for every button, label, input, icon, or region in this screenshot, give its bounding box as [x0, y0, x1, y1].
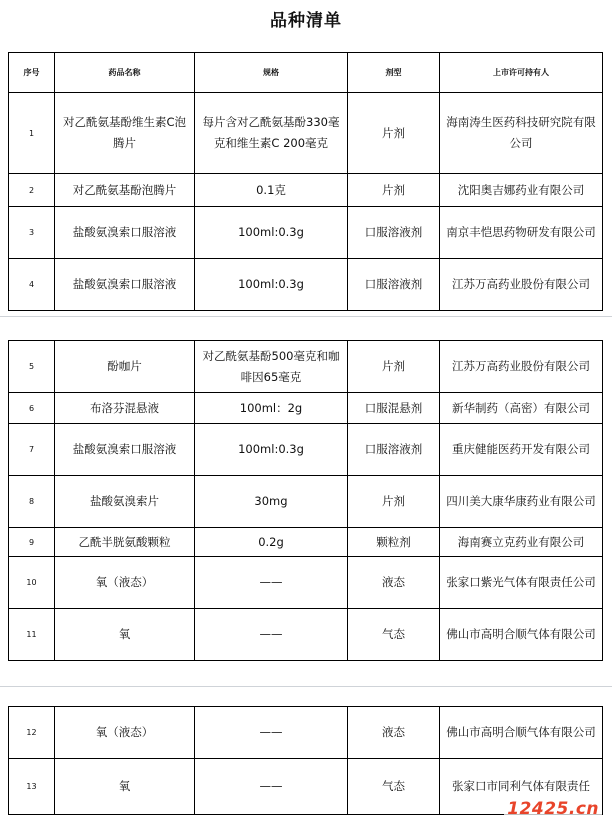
cell-drug-name: 盐酸氨溴索口服溶液 — [55, 207, 195, 259]
cell-spec: 100ml：2g — [195, 393, 348, 424]
cell-drug-name: 乙酰半胱氨酸颗粒 — [55, 528, 195, 557]
table-row — [9, 93, 603, 174]
cell-holder: 重庆健能医药开发有限公司 — [440, 424, 603, 476]
cell-holder: 海南赛立克药业有限公司 — [440, 528, 603, 557]
cell-drug-name: 盐酸氨溴索口服溶液 — [55, 259, 195, 311]
cell-spec: 对乙酰氨基酚500毫克和咖啡因65毫克 — [195, 341, 348, 393]
cell-drug-name: 氧 — [55, 759, 195, 815]
cell-seq: 1 — [9, 93, 55, 174]
cell-spec: 100ml:0.3g — [195, 207, 348, 259]
cell-dosage-form: 片剂 — [348, 341, 440, 393]
cell-spec: —— — [195, 557, 348, 609]
cell-seq: 8 — [9, 476, 55, 528]
cell-holder: 四川美大康华康药业有限公司 — [440, 476, 603, 528]
cell-drug-name: 酚咖片 — [55, 341, 195, 393]
cell-holder: 江苏万高药业股份有限公司 — [440, 259, 603, 311]
cell-seq: 4 — [9, 259, 55, 311]
cell-holder: 张家口紫光气体有限责任公司 — [440, 557, 603, 609]
cell-seq: 11 — [9, 609, 55, 661]
header-dosage-form: 剂型 — [348, 53, 440, 93]
table-row — [9, 259, 603, 311]
cell-spec: —— — [195, 707, 348, 759]
cell-drug-name: 氧（液态） — [55, 557, 195, 609]
page-break-divider — [0, 316, 612, 317]
cell-dosage-form: 片剂 — [348, 174, 440, 207]
cell-spec: 0.2g — [195, 528, 348, 557]
cell-holder: 张家口市同利气体有限责任 — [440, 759, 603, 815]
cell-drug-name: 对乙酰氨基酚维生素C泡腾片 — [55, 93, 195, 174]
cell-seq: 12 — [9, 707, 55, 759]
page-break-divider — [0, 686, 612, 687]
cell-drug-name: 盐酸氨溴索口服溶液 — [55, 424, 195, 476]
table-row — [9, 393, 603, 424]
table-header-row — [9, 53, 603, 93]
cell-seq: 7 — [9, 424, 55, 476]
cell-spec: —— — [195, 609, 348, 661]
cell-dosage-form: 口服溶液剂 — [348, 424, 440, 476]
cell-drug-name: 盐酸氨溴索片 — [55, 476, 195, 528]
cell-spec: 100ml:0.3g — [195, 259, 348, 311]
cell-seq: 9 — [9, 528, 55, 557]
cell-dosage-form: 气态 — [348, 609, 440, 661]
cell-drug-name: 氧 — [55, 609, 195, 661]
cell-dosage-form: 片剂 — [348, 93, 440, 174]
header-holder: 上市许可持有人 — [440, 53, 603, 93]
cell-holder: 海南涛生医药科技研究院有限公司 — [440, 93, 603, 174]
cell-dosage-form: 气态 — [348, 759, 440, 815]
cell-seq: 3 — [9, 207, 55, 259]
header-spec: 规格 — [195, 53, 348, 93]
table-row — [9, 174, 603, 207]
cell-dosage-form: 片剂 — [348, 476, 440, 528]
cell-holder: 佛山市高明合顺气体有限公司 — [440, 609, 603, 661]
table-row — [9, 341, 603, 393]
cell-seq: 6 — [9, 393, 55, 424]
cell-spec: 每片含对乙酰氨基酚330毫克和维生素C 200毫克 — [195, 93, 348, 174]
header-drug-name: 药品名称 — [55, 53, 195, 93]
cell-drug-name: 对乙酰氨基酚泡腾片 — [55, 174, 195, 207]
table-row — [9, 207, 603, 259]
cell-dosage-form: 口服溶液剂 — [348, 207, 440, 259]
header-seq: 序号 — [9, 53, 55, 93]
cell-spec: 100ml:0.3g — [195, 424, 348, 476]
cell-spec: 30mg — [195, 476, 348, 528]
cell-drug-name: 氧（液态） — [55, 707, 195, 759]
cell-holder: 沈阳奥吉娜药业有限公司 — [440, 174, 603, 207]
table-row — [9, 707, 603, 759]
page-title: 品种清单 — [270, 11, 342, 31]
cell-holder: 南京丰恺思药物研发有限公司 — [440, 207, 603, 259]
site-watermark: 12425.cn — [504, 799, 602, 819]
cell-dosage-form: 颗粒剂 — [348, 528, 440, 557]
cell-drug-name: 布洛芬混悬液 — [55, 393, 195, 424]
cell-holder: 江苏万高药业股份有限公司 — [440, 341, 603, 393]
cell-seq: 2 — [9, 174, 55, 207]
cell-dosage-form: 口服混悬剂 — [348, 393, 440, 424]
cell-dosage-form: 液态 — [348, 707, 440, 759]
cell-seq: 13 — [9, 759, 55, 815]
cell-holder: 新华制药（高密）有限公司 — [440, 393, 603, 424]
cell-dosage-form: 口服溶液剂 — [348, 259, 440, 311]
table-row — [9, 609, 603, 661]
cell-spec: 0.1克 — [195, 174, 348, 207]
variety-table-part-1 — [8, 52, 603, 311]
table-row — [9, 528, 603, 557]
cell-holder: 佛山市高明合顺气体有限公司 — [440, 707, 603, 759]
cell-seq: 10 — [9, 557, 55, 609]
table-row — [9, 557, 603, 609]
cell-spec: —— — [195, 759, 348, 815]
cell-dosage-form: 液态 — [348, 557, 440, 609]
table-row — [9, 476, 603, 528]
table-row — [9, 424, 603, 476]
cell-seq: 5 — [9, 341, 55, 393]
variety-table-part-2 — [8, 340, 603, 661]
